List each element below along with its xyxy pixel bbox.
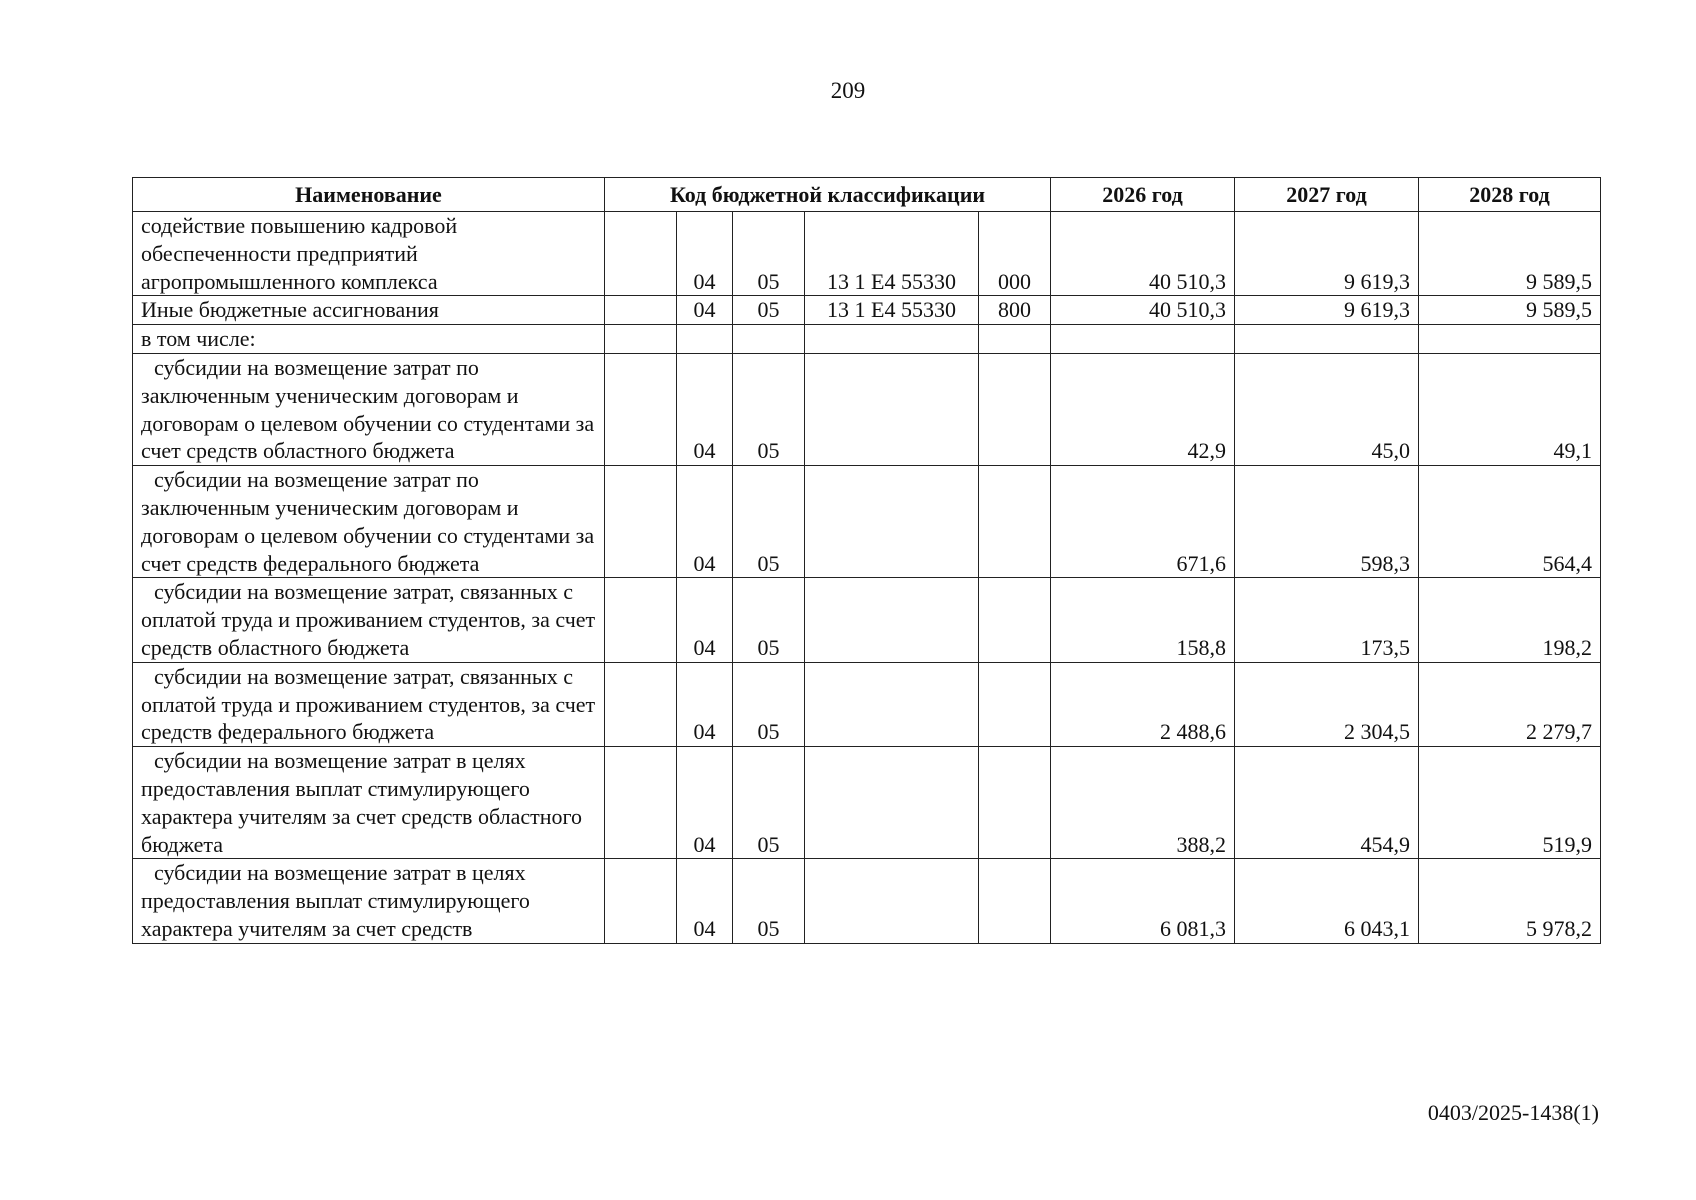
cell-2027: 9 619,3 — [1235, 296, 1419, 325]
cell-name: содействие повышению кадровой обеспеченности предприятий агропромышленного комплекса — [133, 212, 605, 296]
cell-2026: 40 510,3 — [1051, 212, 1235, 296]
cell-expense-type — [979, 578, 1051, 662]
cell-blank — [605, 212, 677, 296]
cell-2026: 40 510,3 — [1051, 296, 1235, 325]
cell-target-article: 13 1 Е4 55330 — [805, 212, 979, 296]
cell-target-article — [805, 353, 979, 465]
cell-2027: 454,9 — [1235, 747, 1419, 859]
cell-blank — [605, 296, 677, 325]
cell-section: 04 — [677, 578, 733, 662]
table-row — [133, 578, 1601, 662]
cell-2028: 519,9 — [1419, 747, 1601, 859]
cell-expense-type — [979, 353, 1051, 465]
table-row — [133, 212, 1601, 296]
cell-expense-type — [979, 662, 1051, 746]
cell-name: в том числе: — [133, 325, 605, 354]
cell-blank — [605, 859, 677, 943]
cell-2027: 45,0 — [1235, 353, 1419, 465]
cell-section: 04 — [677, 212, 733, 296]
header-2026: 2026 год — [1051, 178, 1235, 212]
table-body — [133, 212, 1601, 944]
cell-subsection — [733, 325, 805, 354]
cell-subsection: 05 — [733, 466, 805, 578]
cell-2027: 598,3 — [1235, 466, 1419, 578]
cell-subsection: 05 — [733, 859, 805, 943]
table-row — [133, 296, 1601, 325]
cell-target-article — [805, 747, 979, 859]
cell-blank — [605, 747, 677, 859]
cell-subsection: 05 — [733, 296, 805, 325]
cell-blank — [605, 353, 677, 465]
cell-target-article — [805, 662, 979, 746]
cell-blank — [605, 466, 677, 578]
cell-name: субсидии на возмещение затрат в целях предоставления выплат стимулирующего характера учителям за счет средств — [133, 859, 605, 943]
cell-name: субсидии на возмещение затрат по заключенным ученическим договорам и договорам о целевом обучении со студентами за счет средств областного бюджета — [133, 353, 605, 465]
table-row — [133, 325, 1601, 354]
cell-subsection: 05 — [733, 747, 805, 859]
cell-2026: 42,9 — [1051, 353, 1235, 465]
cell-2028: 49,1 — [1419, 353, 1601, 465]
cell-blank — [605, 578, 677, 662]
table-row — [133, 353, 1601, 465]
table-row — [133, 859, 1601, 943]
cell-section: 04 — [677, 466, 733, 578]
cell-expense-type: 000 — [979, 212, 1051, 296]
cell-section: 04 — [677, 353, 733, 465]
cell-section — [677, 325, 733, 354]
cell-subsection: 05 — [733, 353, 805, 465]
cell-2026: 388,2 — [1051, 747, 1235, 859]
cell-subsection: 05 — [733, 578, 805, 662]
cell-2028: 564,4 — [1419, 466, 1601, 578]
cell-2028: 5 978,2 — [1419, 859, 1601, 943]
cell-2026: 6 081,3 — [1051, 859, 1235, 943]
cell-2028: 2 279,7 — [1419, 662, 1601, 746]
cell-subsection: 05 — [733, 212, 805, 296]
cell-2027 — [1235, 325, 1419, 354]
cell-expense-type — [979, 466, 1051, 578]
table-row — [133, 662, 1601, 746]
cell-2027: 6 043,1 — [1235, 859, 1419, 943]
table-row — [133, 466, 1601, 578]
cell-section: 04 — [677, 859, 733, 943]
cell-section: 04 — [677, 296, 733, 325]
cell-target-article: 13 1 Е4 55330 — [805, 296, 979, 325]
cell-2026 — [1051, 325, 1235, 354]
cell-name: Иные бюджетные ассигнования — [133, 296, 605, 325]
cell-expense-type — [979, 325, 1051, 354]
cell-blank — [605, 325, 677, 354]
cell-target-article — [805, 859, 979, 943]
cell-expense-type — [979, 747, 1051, 859]
cell-name: субсидии на возмещение затрат, связанных с оплатой труда и проживанием студентов, за счет средств федерального бюджета — [133, 662, 605, 746]
cell-2028: 198,2 — [1419, 578, 1601, 662]
cell-section: 04 — [677, 747, 733, 859]
cell-2027: 2 304,5 — [1235, 662, 1419, 746]
cell-2028 — [1419, 325, 1601, 354]
cell-2026: 2 488,6 — [1051, 662, 1235, 746]
cell-2027: 9 619,3 — [1235, 212, 1419, 296]
cell-blank — [605, 662, 677, 746]
page-number: 209 — [830, 78, 866, 103]
cell-target-article — [805, 466, 979, 578]
document-code: 0403/2025-1438(1) — [1427, 1100, 1599, 1125]
cell-2028: 9 589,5 — [1419, 212, 1601, 296]
cell-2028: 9 589,5 — [1419, 296, 1601, 325]
header-budget-code: Код бюджетной классификации — [605, 178, 1051, 212]
cell-target-article — [805, 325, 979, 354]
cell-name: субсидии на возмещение затрат в целях предоставления выплат стимулирующего характера учителям за счет средств областного бюджета — [133, 747, 605, 859]
cell-expense-type — [979, 859, 1051, 943]
budget-table — [132, 177, 1601, 944]
header-2027: 2027 год — [1235, 178, 1419, 212]
cell-target-article — [805, 578, 979, 662]
cell-2026: 158,8 — [1051, 578, 1235, 662]
cell-subsection: 05 — [733, 662, 805, 746]
cell-2026: 671,6 — [1051, 466, 1235, 578]
cell-section: 04 — [677, 662, 733, 746]
cell-expense-type: 800 — [979, 296, 1051, 325]
cell-name: субсидии на возмещение затрат по заключенным ученическим договорам и договорам о целевом обучении со студентами за счет средств федерального бюджета — [133, 466, 605, 578]
table-row — [133, 747, 1601, 859]
header-name: Наименование — [133, 178, 605, 212]
cell-2027: 173,5 — [1235, 578, 1419, 662]
header-2028: 2028 год — [1419, 178, 1601, 212]
cell-name: субсидии на возмещение затрат, связанных с оплатой труда и проживанием студентов, за счет средств областного бюджета — [133, 578, 605, 662]
table-header-row — [133, 178, 1601, 212]
